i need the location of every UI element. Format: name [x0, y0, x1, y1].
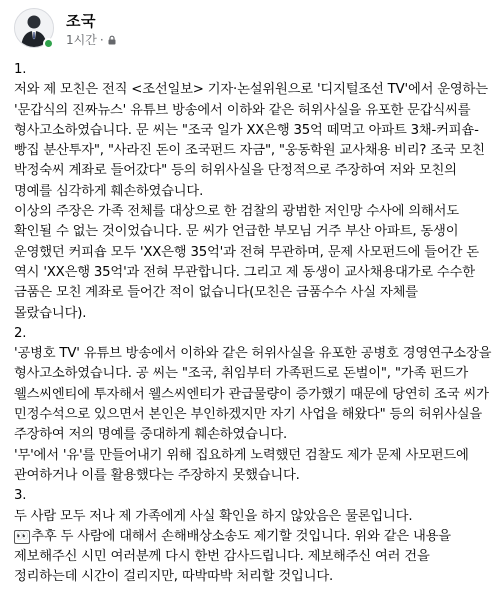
post-time[interactable]: 1시간	[66, 33, 97, 47]
post-paragraph: 3.	[14, 488, 27, 504]
author-name[interactable]: 조국	[66, 12, 96, 30]
post-paragraph-text: 추후 두 사람에 대해서 손해배상소송도 제기할 것입니다. 위와 같은 내용을 제보해주신 시민 여러분께 다시 한번 감사드립니다. 제보해주신 여러 건을 정리하는데 시간이 걸리지만, 따박따박 처리할 것입니다.	[14, 528, 455, 585]
post-meta	[66, 31, 117, 48]
lock-icon[interactable]	[107, 35, 117, 45]
post-paragraph: 2.	[14, 325, 27, 341]
post-paragraph: 이상의 주장은 가족 전체를 대상으로 한 검찰의 광범한 저인망 수사에 의해서도 확인될 수 없는 것이었습니다. 문 씨가 언급한 부모님 거주 부산 아파트, 동생이 운영했던 커피숍 모두 'XX은행 35억'과 전혀 무관하며, 문제 사모펀드에 들어간 돈 역시 'XX은행 35억'과 전혀 무관합니다. 그리고 제 동생이 교사채용대가로 수수한 금품은 모친 계좌로 들어간 적이 없습니다(모친은 금품수수 사실 자체를 몰랐습니다).	[14, 204, 483, 321]
online-status-dot	[43, 38, 54, 49]
post-paragraph: '공병호 TV' 유튜브 방송에서 이하와 같은 허위사실을 유포한 공병호 경영연구소장을 형사고소하였습니다. 공 씨는 "조국, 취임부터 가족펀드로 돈벌이", "가족 펀드가 웰스씨엔티에 투자해서 웰스씨엔티가 관급물량이 증가했기 때문에 당연히 조국 씨가 민정수석으로 있으면서 본인은 부인하겠지만 자기 사업을 해왔다" 등의 허위사실을 주장하여 저의 명예를 중대하게 훼손하였습니다.	[14, 346, 496, 443]
post-paragraph: 1.	[14, 62, 27, 77]
meta-separator: ·	[99, 32, 104, 47]
post-paragraph: 저와 제 모친은 전직 <조선일보> 기자·논설위원으로 '디지털조선 TV'에서 운영하는 '문갑식의 진짜뉴스' 유튜브 방송에서 이하와 같은 허위사실을 유포한 문갑식씨를 형사고소하였습니다. 문 씨는 "조국 일가 XX은행 35억 떼먹고 아파트 3채-커피숍-빵집 분산투자", "사라진 돈이 조국펀드 자금", "웅동학원 교사채용 비리? 조국 모친 박정숙씨 계좌로 들어갔다" 등의 허위사실을 단정적으로 주장하여 저와 모친의 명예를 심각하게 훼손하였습니다.	[14, 82, 492, 199]
post-body	[14, 60, 494, 588]
eyes-emoji-icon: 👀	[16, 530, 29, 542]
post-paragraph-last	[14, 527, 494, 588]
post-header	[14, 8, 494, 52]
post-paragraph: '무'에서 '유'를 만들어내기 위해 집요하게 노력했던 검찰도 제가 문제 사모펀드에 관여하거나 이를 활용했다는 주장하지 못했습니다.	[14, 447, 473, 483]
post-paragraph: 두 사람 모두 저나 제 가족에게 사실 확인을 하지 않았음은 물론입니다.	[14, 508, 413, 524]
